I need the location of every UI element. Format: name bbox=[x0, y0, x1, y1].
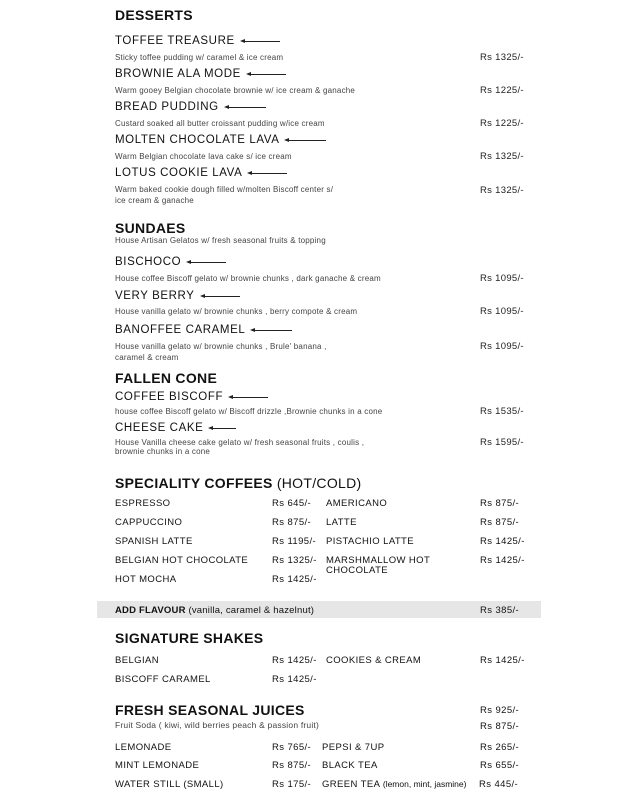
arrow-icon bbox=[247, 170, 287, 177]
coffee-price: Rs 875/- bbox=[480, 498, 520, 509]
fallen-cone-heading: FALLEN CONE bbox=[115, 370, 218, 386]
coffees-heading-suffix: (HOT/COLD) bbox=[276, 475, 362, 491]
drink-item: MINT LEMONADE bbox=[115, 760, 200, 771]
item-description: Custard soaked all butter croissant pudding w/ice cream bbox=[115, 119, 325, 128]
juices-price: Rs 925/- bbox=[480, 705, 520, 716]
item-description: Warm Belgian chocolate lava cake s/ ice cream bbox=[115, 152, 292, 161]
item-name: VERY BERRY bbox=[115, 290, 195, 302]
item-description: house coffee Biscoff gelato w/ Biscoff drizzle ,Brownie chunks in a cone bbox=[115, 407, 383, 416]
coffees-heading bbox=[115, 475, 361, 491]
item-name: BROWNIE ALA MODE bbox=[115, 68, 241, 80]
shake-item: BISCOFF CARAMEL bbox=[115, 674, 211, 685]
drink-item: WATER STILL (SMALL) bbox=[115, 779, 224, 790]
coffee-price: Rs 875/- bbox=[480, 517, 520, 528]
menu-item-cheese-cake bbox=[115, 422, 236, 434]
arrow-icon bbox=[246, 71, 286, 78]
shake-price: Rs 1425/- bbox=[272, 655, 317, 666]
item-price: Rs 1225/- bbox=[480, 118, 524, 129]
sundaes-heading: SUNDAES bbox=[115, 220, 186, 236]
item-name: LOTUS COOKIE LAVA bbox=[115, 167, 243, 179]
drink-item: BLACK TEA bbox=[322, 760, 378, 771]
green-tea-label: GREEN TEA bbox=[322, 779, 380, 790]
item-price: Rs 1095/- bbox=[480, 341, 524, 352]
shake-price: Rs 1425/- bbox=[272, 674, 317, 685]
arrow-icon bbox=[186, 259, 226, 266]
item-price: Rs 1325/- bbox=[480, 151, 524, 162]
item-description: Warm baked cookie dough filled w/molten Biscoff center s/ bbox=[115, 185, 334, 194]
coffee-price: Rs 1425/- bbox=[480, 536, 525, 547]
coffee-price: Rs 1425/- bbox=[272, 574, 317, 585]
item-description: Warm gooey Belgian chocolate brownie w/ ice cream & ganache bbox=[115, 86, 356, 95]
coffee-item: BELGIAN HOT CHOCOLATE bbox=[115, 555, 249, 566]
item-price: Rs 1325/- bbox=[480, 52, 524, 63]
drink-price: Rs 445/- bbox=[479, 779, 519, 790]
coffee-item: PISTACHIO LATTE bbox=[326, 536, 414, 547]
coffee-item: LATTE bbox=[326, 517, 357, 528]
drink-price: Rs 265/- bbox=[480, 742, 520, 753]
coffee-price: Rs 1195/- bbox=[272, 536, 317, 547]
coffee-price: Rs 1425/- bbox=[480, 555, 525, 566]
sundaes-subtitle: House Artisan Gelatos w/ fresh seasonal fruits & topping bbox=[115, 236, 326, 245]
item-price: Rs 1095/- bbox=[480, 273, 524, 284]
coffee-item: SPANISH LATTE bbox=[115, 536, 193, 547]
coffee-item-cont: CHOCOLATE bbox=[326, 565, 389, 576]
add-flavour-label bbox=[115, 605, 314, 616]
item-description-cont: ice cream & ganache bbox=[115, 196, 194, 205]
drink-price: Rs 765/- bbox=[272, 742, 312, 753]
drink-price: Rs 175/- bbox=[272, 779, 312, 790]
coffee-price: Rs 1325/- bbox=[272, 555, 317, 566]
item-name: BREAD PUDDING bbox=[115, 101, 219, 113]
arrow-icon bbox=[284, 137, 326, 144]
arrow-icon bbox=[250, 327, 292, 334]
fruit-soda-desc: Fruit Soda ( kiwi, wild berries peach & passion fruit) bbox=[115, 720, 320, 730]
item-description-cont: caramel & cream bbox=[115, 353, 179, 362]
item-description: House vanilla gelato w/ brownie chunks , berry compote & cream bbox=[115, 307, 358, 316]
menu-item-bread-pudding bbox=[115, 101, 266, 113]
arrow-icon bbox=[208, 425, 236, 432]
item-name: BANOFFEE CARAMEL bbox=[115, 324, 246, 336]
menu-item-bischoco bbox=[115, 256, 226, 268]
arrow-icon bbox=[240, 38, 280, 45]
juices-heading: FRESH SEASONAL JUICES bbox=[115, 702, 305, 718]
arrow-icon bbox=[200, 293, 240, 300]
coffee-item: ESPRESSO bbox=[115, 498, 171, 509]
coffees-heading-text: SPECIALITY COFFEES bbox=[115, 475, 273, 491]
item-name: BISCHOCO bbox=[115, 256, 182, 268]
coffee-item: CAPPUCCINO bbox=[115, 517, 183, 528]
menu-item-molten-chocolate-lava bbox=[115, 134, 326, 146]
green-tea-detail: (lemon, mint, jasmine) bbox=[382, 779, 467, 789]
item-description-cont: brownie chunks in a cone bbox=[115, 447, 211, 456]
drink-item: PEPSI & 7UP bbox=[322, 742, 385, 753]
item-price: Rs 1535/- bbox=[480, 406, 524, 417]
item-price: Rs 1225/- bbox=[480, 85, 524, 96]
item-name: MOLTEN CHOCOLATE LAVA bbox=[115, 134, 280, 146]
coffee-item: MARSHMALLOW HOT bbox=[326, 555, 431, 566]
coffee-price: Rs 875/- bbox=[272, 517, 312, 528]
item-description: House Vanilla cheese cake gelato w/ fresh seasonal fruits , coulis , bbox=[115, 438, 365, 447]
drink-item bbox=[322, 779, 466, 790]
item-price: Rs 1595/- bbox=[480, 437, 524, 448]
arrow-icon bbox=[228, 394, 268, 401]
item-name: CHEESE CAKE bbox=[115, 422, 204, 434]
drink-item: LEMONADE bbox=[115, 742, 172, 753]
item-price: Rs 1095/- bbox=[480, 306, 524, 317]
coffee-price: Rs 645/- bbox=[272, 498, 312, 509]
menu-item-brownie-ala-mode bbox=[115, 68, 286, 80]
fruit-soda-price: Rs 875/- bbox=[480, 721, 520, 732]
shake-item: BELGIAN bbox=[115, 655, 159, 666]
drink-price: Rs 875/- bbox=[272, 760, 312, 771]
add-flavour-title: ADD FLAVOUR bbox=[115, 605, 186, 616]
item-name: TOFFEE TREASURE bbox=[115, 35, 235, 47]
add-flavour-price: Rs 385/- bbox=[480, 605, 520, 616]
coffee-item: HOT MOCHA bbox=[115, 574, 177, 585]
menu-item-banoffee-caramel bbox=[115, 324, 292, 336]
menu-item-very-berry bbox=[115, 290, 240, 302]
item-description: House coffee Biscoff gelato w/ brownie chunks , dark ganache & cream bbox=[115, 274, 381, 283]
drink-price: Rs 655/- bbox=[480, 760, 520, 771]
coffee-item: AMERICANO bbox=[326, 498, 388, 509]
menu-item-coffee-biscoff bbox=[115, 391, 268, 403]
shake-price: Rs 1425/- bbox=[480, 655, 525, 666]
item-description: Sticky toffee pudding w/ caramel & ice cream bbox=[115, 53, 284, 62]
add-flavour-detail: (vanilla, caramel & hazelnut) bbox=[188, 605, 315, 616]
item-name: COFFEE BISCOFF bbox=[115, 391, 224, 403]
shakes-heading: SIGNATURE SHAKES bbox=[115, 630, 264, 646]
menu-item-lotus-cookie-lava bbox=[115, 167, 287, 179]
desserts-heading: DESSERTS bbox=[115, 7, 193, 23]
arrow-icon bbox=[224, 104, 266, 111]
item-price: Rs 1325/- bbox=[480, 185, 524, 196]
shake-item: COOKIES & CREAM bbox=[326, 655, 422, 666]
item-description: House vanilla gelato w/ brownie chunks , Brule' banana , bbox=[115, 342, 327, 351]
menu-item-toffee-treasure bbox=[115, 35, 280, 47]
